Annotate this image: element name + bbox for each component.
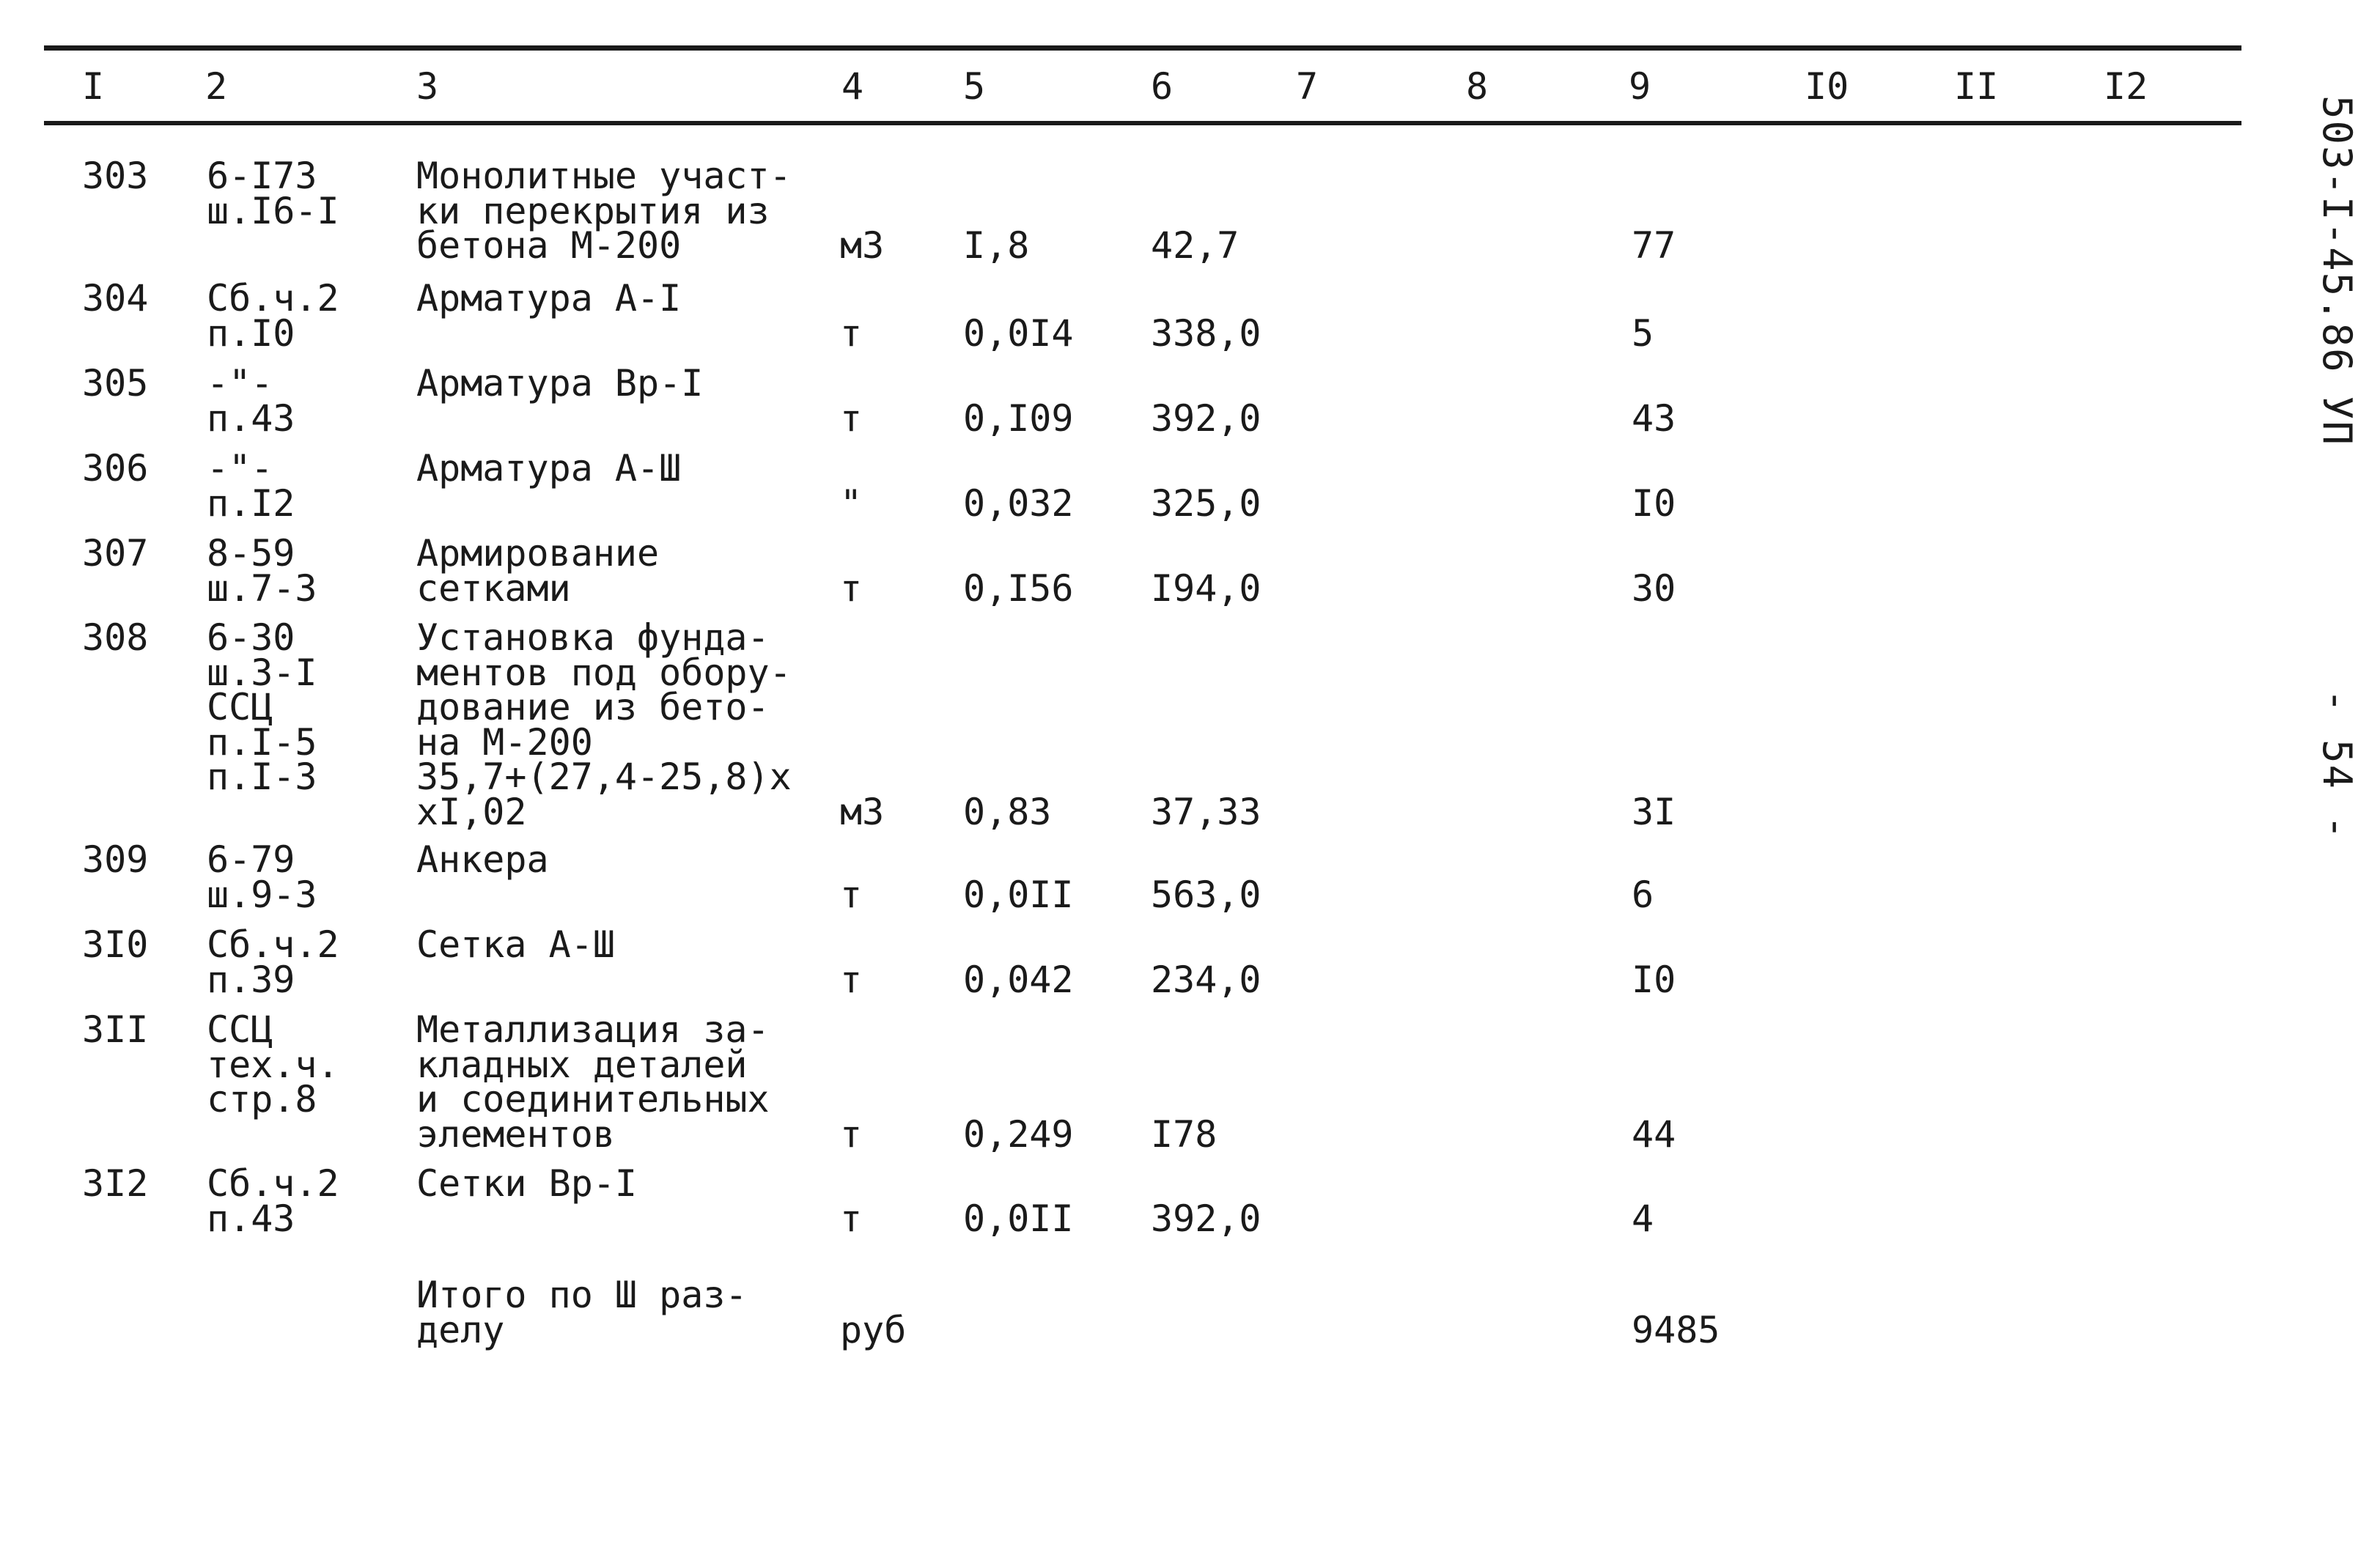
work-description-line: Арматура А-Ш <box>416 447 682 490</box>
side-page-number: - 54 - <box>2314 689 2360 841</box>
norm-code-line: Сб.ч.2 <box>207 923 339 966</box>
unit-of-measure: м3 <box>840 224 885 267</box>
norm-code-line: тех.ч. <box>207 1043 339 1086</box>
total-cost-value: 44 <box>1632 1112 1676 1156</box>
work-description-line: Сетка А-Ш <box>416 923 615 966</box>
work-description-line: Сетки Вр-I <box>416 1162 638 1205</box>
header-bottom-rule <box>44 121 2241 125</box>
norm-code-line: ш.3-I <box>207 651 317 694</box>
work-description-line: кладных деталей <box>416 1043 748 1086</box>
side-doc-code: 503-I-45.86 <box>2314 95 2360 374</box>
unit-price-value: 563,0 <box>1151 873 1261 916</box>
work-description-line: ментов под обору- <box>416 651 792 694</box>
norm-code-line: п.I2 <box>207 481 295 525</box>
quantity-value: 0,249 <box>963 1112 1074 1156</box>
column-header-3: 3 <box>416 65 439 108</box>
quantity-value: 0,83 <box>963 790 1052 833</box>
quantity-value: 0,0II <box>963 1197 1074 1240</box>
total-cost-value: 3I <box>1632 790 1676 833</box>
unit-price-value: 392,0 <box>1151 396 1261 440</box>
norm-code-line: -"- <box>207 362 273 405</box>
summary-label-line: делу <box>416 1308 505 1351</box>
norm-code-line: 8-59 <box>207 532 295 575</box>
norm-code-line: Сб.ч.2 <box>207 277 339 320</box>
unit-of-measure: т <box>840 873 863 916</box>
work-description-line: Арматура А-I <box>416 277 682 320</box>
work-description-line: сетками <box>416 566 571 610</box>
summary-total: 9485 <box>1632 1308 1720 1351</box>
work-description-line: дование из бето- <box>416 686 770 728</box>
norm-code-line: 6-30 <box>207 616 295 659</box>
row-number: 3I0 <box>82 923 149 966</box>
norm-code-line: Сб.ч.2 <box>207 1162 339 1205</box>
quantity-value: I,8 <box>963 224 1030 267</box>
side-album-number: УП <box>2314 396 2360 447</box>
unit-of-measure: т <box>840 958 863 1001</box>
column-header-2: 2 <box>205 65 228 108</box>
quantity-value: 0,I09 <box>963 396 1074 440</box>
header-top-rule <box>44 45 2241 51</box>
work-description-line: ки перекрытия из <box>416 189 770 232</box>
quantity-value: 0,0I4 <box>963 311 1074 355</box>
row-number: 309 <box>82 838 149 881</box>
total-cost-value: 43 <box>1632 396 1676 440</box>
column-header-9: 9 <box>1629 65 1651 108</box>
summary-unit: руб <box>840 1308 907 1351</box>
row-number: 3I2 <box>82 1162 149 1205</box>
norm-code-line: -"- <box>207 447 273 490</box>
total-cost-value: 4 <box>1632 1197 1654 1240</box>
work-description-line: элементов <box>416 1112 615 1156</box>
work-description-line: и соединительных <box>416 1078 770 1120</box>
work-description-line: Монолитные участ- <box>416 155 792 197</box>
summary-label-line: Итого по Ш раз- <box>416 1274 748 1316</box>
work-description-line: Установка фунда- <box>416 616 770 659</box>
column-header-11: II <box>1954 65 1999 108</box>
norm-code-line: ССЦ <box>207 686 273 728</box>
row-number: 304 <box>82 277 149 320</box>
norm-code-line: п.I0 <box>207 311 295 355</box>
quantity-value: 0,032 <box>963 481 1074 525</box>
work-description-line: на М-200 <box>416 720 593 764</box>
norm-code-line: 6-I73 <box>207 155 317 197</box>
column-header-4: 4 <box>841 65 864 108</box>
column-header-5: 5 <box>963 65 986 108</box>
unit-price-value: I78 <box>1151 1112 1217 1156</box>
work-description-line: xI,02 <box>416 790 527 833</box>
norm-code-line: п.I-5 <box>207 720 317 764</box>
column-header-8: 8 <box>1466 65 1489 108</box>
column-header-10: I0 <box>1805 65 1849 108</box>
total-cost-value: 6 <box>1632 873 1654 916</box>
norm-code-line: п.I-3 <box>207 756 317 798</box>
unit-price-value: 234,0 <box>1151 958 1261 1001</box>
unit-price-value: 37,33 <box>1151 790 1261 833</box>
total-cost-value: 77 <box>1632 224 1676 267</box>
row-number: 307 <box>82 532 149 575</box>
column-header-7: 7 <box>1296 65 1319 108</box>
norm-code-line: п.39 <box>207 958 295 1001</box>
unit-of-measure: т <box>840 1112 863 1156</box>
total-cost-value: I0 <box>1632 958 1676 1001</box>
work-description-line: 35,7+(27,4-25,8)x <box>416 756 792 798</box>
row-number: 308 <box>82 616 149 659</box>
quantity-value: 0,042 <box>963 958 1074 1001</box>
unit-of-measure: " <box>840 481 863 525</box>
norm-code-line: ш.I6-I <box>207 189 339 232</box>
total-cost-value: 30 <box>1632 566 1676 610</box>
unit-of-measure: м3 <box>840 790 885 833</box>
work-description-line: бетона М-200 <box>416 224 682 267</box>
unit-price-value: I94,0 <box>1151 566 1261 610</box>
norm-code-line: ш.7-3 <box>207 566 317 610</box>
row-number: 3II <box>82 1008 149 1051</box>
unit-of-measure: т <box>840 1197 863 1240</box>
norm-code-line: п.43 <box>207 396 295 440</box>
work-description-line: Арматура Вр-I <box>416 362 704 405</box>
norm-code-line: п.43 <box>207 1197 295 1240</box>
row-number: 306 <box>82 447 149 490</box>
unit-price-value: 392,0 <box>1151 1197 1261 1240</box>
quantity-value: 0,0II <box>963 873 1074 916</box>
norm-code-line: стр.8 <box>207 1078 317 1120</box>
row-number: 303 <box>82 155 149 197</box>
total-cost-value: 5 <box>1632 311 1654 355</box>
unit-price-value: 325,0 <box>1151 481 1261 525</box>
total-cost-value: I0 <box>1632 481 1676 525</box>
work-description-line: Анкера <box>416 838 549 881</box>
quantity-value: 0,I56 <box>963 566 1074 610</box>
norm-code-line: ССЦ <box>207 1008 273 1051</box>
unit-price-value: 42,7 <box>1151 224 1239 267</box>
norm-code-line: ш.9-3 <box>207 873 317 916</box>
unit-of-measure: т <box>840 311 863 355</box>
norm-code-line: 6-79 <box>207 838 295 881</box>
unit-of-measure: т <box>840 566 863 610</box>
column-header-1: I <box>82 65 105 108</box>
row-number: 305 <box>82 362 149 405</box>
work-description-line: Армирование <box>416 532 660 575</box>
column-header-12: I2 <box>2104 65 2148 108</box>
column-header-6: 6 <box>1151 65 1174 108</box>
unit-of-measure: т <box>840 396 863 440</box>
work-description-line: Металлизация за- <box>416 1008 770 1051</box>
unit-price-value: 338,0 <box>1151 311 1261 355</box>
